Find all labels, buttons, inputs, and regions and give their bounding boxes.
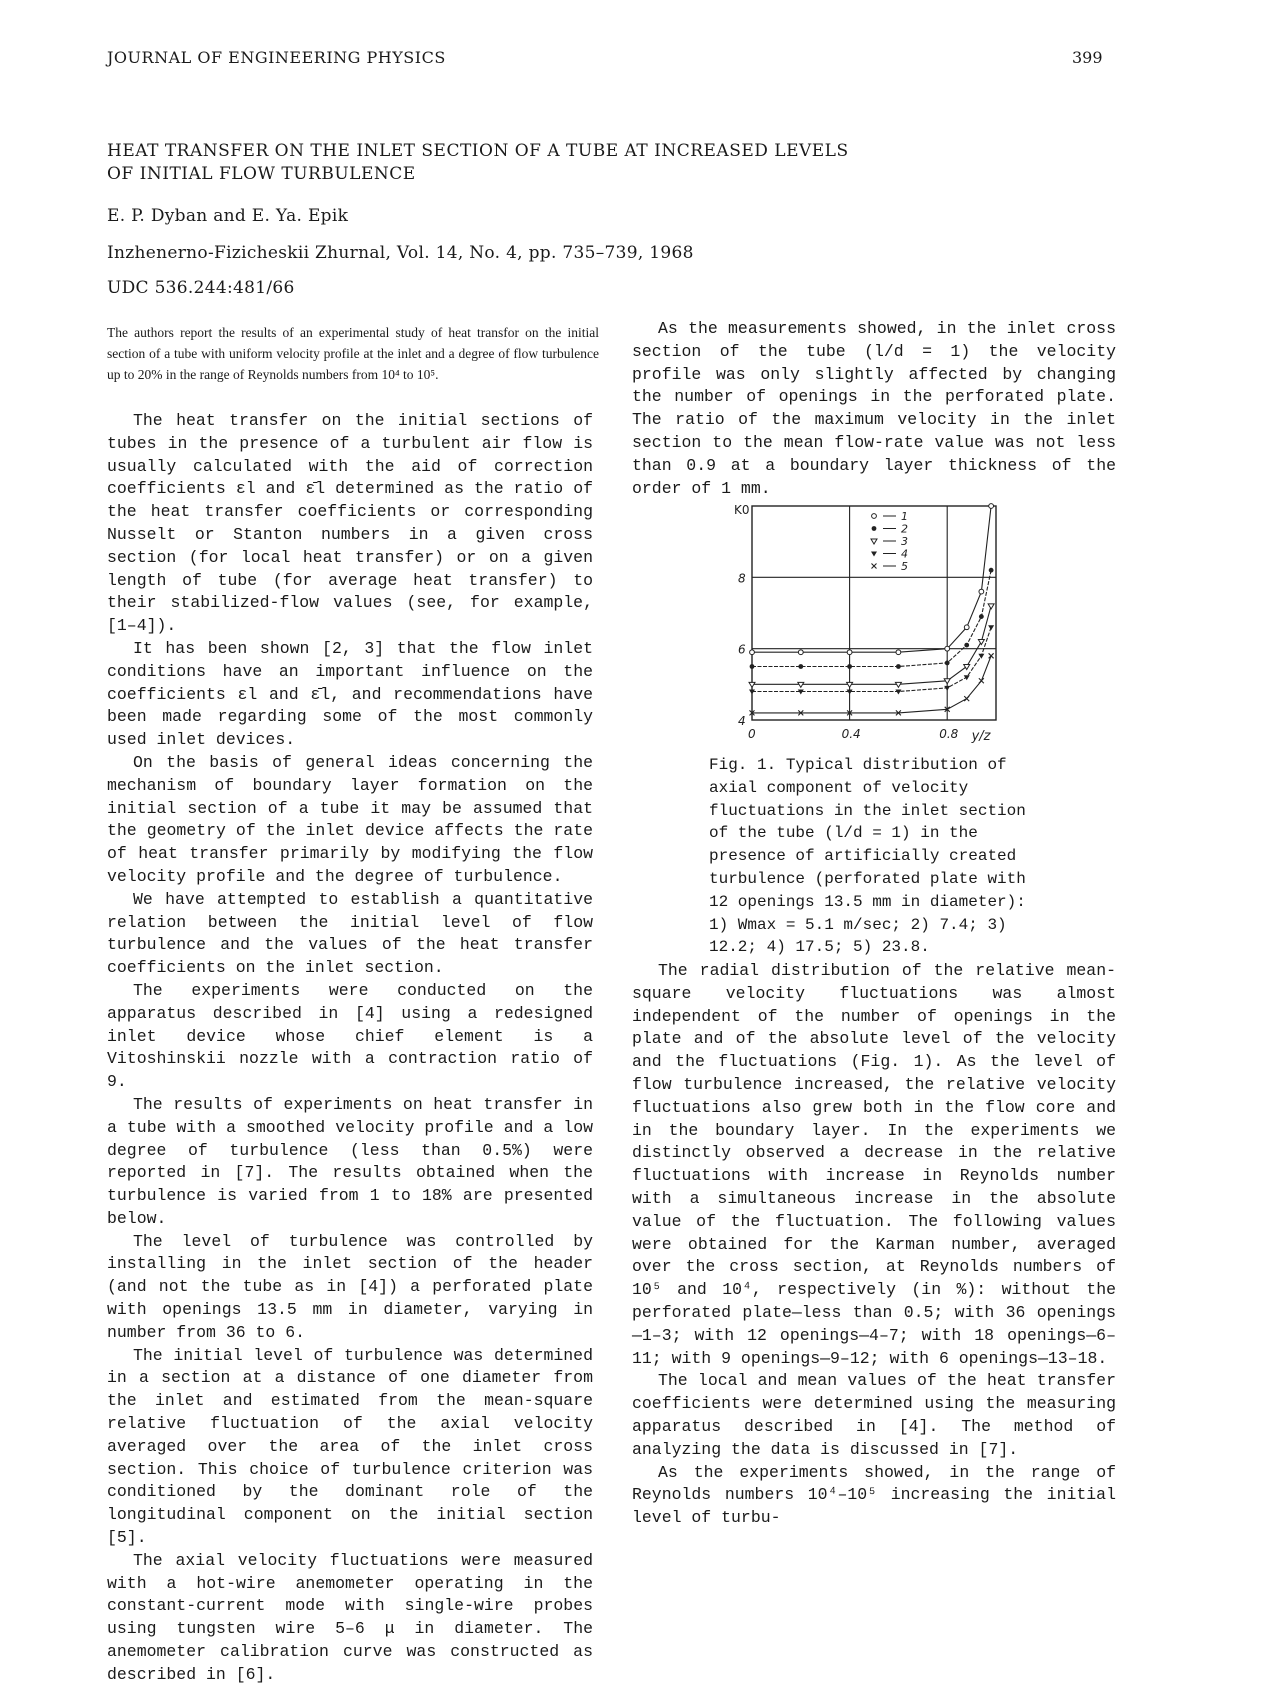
left-column-paragraph: The heat transfer on the initial sections of tubes in the presence of a turbulent air flow is usually calculated with the aid of correction coefficients εl and ε̄l determined as the ratio of the heat transfer coefficients or corresponding Nusselt or Stanton numbers in a given cross section (for local heat transfer) or on a given length of tube (for average heat transfer) to their stabilized-flow values (see, for example, [1–4]). (107, 411, 593, 636)
left-column-paragraph: The initial level of turbulence was determined in a section at a distance of one diameter from the inlet and estimated from the mean-square relative fluctuation of the axial velocity averaged over the area of the inlet cross section. This choice of turbulence criterion was conditioned by the dominant role of the longitudinal component on the initial section [5]. (107, 1345, 593, 1548)
left-column-paragraph: The axial velocity fluctuations were measured with a hot-wire anemometer operating in the constant-current mode with single-wire probes using tungsten wire 5–6 μ in diameter. The anemometer calibration curve was constructed as described in [6]. (107, 1550, 593, 1684)
series-line-1 (752, 506, 991, 652)
right-column-bottom-paragraph: As the experiments showed, in the range of Reynolds numbers 10⁴–10⁵ increasing the initial level of turbu- (632, 1462, 1116, 1528)
series-2-point (979, 614, 984, 619)
series-1-point (945, 646, 950, 651)
left-column-paragraph: On the basis of general ideas concerning the mechanism of boundary layer formation on the initial section of a tube it may be assumed that the geometry of the inlet device affects the rate of heat transfer primarily by modifying the flow velocity profile and the degree of turbulence. (107, 752, 593, 886)
right-column-top-paragraph: As the measurements showed, in the inlet cross section of the tube (l/d = 1) the velocity profile was only slightly affected by changing the number of openings in the perforated plate. The ratio of the maximum velocity in the inlet section to the mean flow-rate value was not less than 0.9 at a boundary layer thickness of the order of 1 mm. (632, 319, 1116, 498)
x-axis-label: y/z (971, 729, 991, 744)
authors: E. P. Dyban and E. Ya. Epik (107, 206, 349, 226)
series-1-point (750, 650, 755, 655)
right-column-bottom-paragraph: The local and mean values of the heat transfer coefficients were determined using the measuring apparatus described in [4]. The method of analyzing the data is discussed in [7]. (632, 1371, 1116, 1459)
series-3-point (964, 665, 970, 670)
right-column-bottom (632, 960, 1116, 1530)
left-column-paragraph: The experiments were conducted on the apparatus described in [4] using a redesigned inlet device whose chief element is a Vitoshinskii nozzle with a contraction ratio of 9. (107, 980, 593, 1092)
left-column-paragraph: The level of turbulence was controlled by installing in the inlet section of the header (and not the tube as in [4]) a perforated plate with openings 13.5 mm in diameter, varying in number from 36 to 6. (107, 1231, 593, 1342)
legend-label: 4 (901, 547, 908, 561)
legend-marker (871, 552, 877, 557)
series-2-point (847, 664, 852, 669)
series-1-point (979, 589, 984, 594)
legend-marker (871, 539, 877, 544)
y-tick-label: 6 (738, 642, 746, 657)
title-line-2: OF INITIAL FLOW TURBULENCE (107, 164, 416, 184)
y-tick-label: 8 (738, 571, 746, 586)
series-line-4 (752, 627, 991, 691)
x-tick-label: 0.4 (841, 727, 861, 741)
y-tick-label: 4 (738, 714, 746, 728)
left-column-paragraph: It has been shown [2, 3] that the flow inlet conditions have an important influence on the coefficients εl and ε̄l, and recommendations have been made regarding some of the most commonly used inlet devices. (107, 638, 593, 750)
citation: Inzhenerno-Fizicheskii Zhurnal, Vol. 14, No. 4, pp. 735–739, 1968 (107, 243, 694, 263)
journal-header: JOURNAL OF ENGINEERING PHYSICS (107, 48, 446, 67)
series-1-point (847, 650, 852, 655)
series-1-point (798, 650, 803, 655)
x-tick-label: 0.8 (939, 727, 959, 741)
figure-1-chart (724, 494, 1004, 754)
page-number: 399 (1072, 48, 1103, 67)
article-title (107, 140, 907, 186)
series-5-point (979, 678, 984, 683)
series-2-point (896, 664, 901, 669)
right-column-bottom-paragraph: The radial distribution of the relative mean-square velocity fluctuations was almost independent of the number of openings in the plate and of the absolute level of the velocity and the fluctuations (Fig. 1). As the level of flow turbulence increased, the relative velocity fluctuations also grew both in the flow core and in the boundary layer. In the experiments we distinctly observed a decrease in the relative fluctuations with increase in Reynolds number with a simultaneous increase in the absolute value of the fluctuation. The following values were obtained for the Karman number, averaged over the cross section, at Reynolds numbers of 10⁵ and 10⁴, respectively (in %): without the perforated plate—less than 0.5; with 36 openings—1–3; with 12 openings—4–7; with 18 openings—6–11; with 9 openings—9–12; with 6 openings—13–18. (632, 961, 1116, 1368)
y-axis-label: K0 (734, 503, 750, 517)
left-column-paragraph: The results of experiments on heat transfer in a tube with a smoothed velocity profile and a low degree of turbulence (less than 0.5%) were reported in [7]. The results obtained when the turbulence is varied from 1 to 18% are presented below. (107, 1094, 593, 1228)
legend-label: 3 (901, 535, 908, 548)
series-3-point (978, 640, 984, 645)
series-5-point (964, 696, 969, 701)
series-line-3 (752, 606, 991, 684)
series-4-point (988, 625, 994, 630)
series-1-point (989, 504, 994, 509)
series-2-point (945, 661, 950, 666)
series-1-point (964, 625, 969, 630)
series-1-point (896, 650, 901, 655)
left-column (107, 410, 593, 1687)
plot-frame (752, 506, 996, 720)
legend-label: 2 (901, 522, 908, 536)
series-4-point (964, 675, 970, 680)
series-5-point (989, 653, 994, 658)
legend-label: 5 (901, 560, 908, 573)
legend-marker (872, 526, 877, 531)
figure-caption: Fig. 1. Typical distribution of axial component of velocity fluctuations in the inlet section of the tube (l/d = 1) in the presence of artificially created turbulence (perforated plate with 12 openings 13.5 mm in diameter): 1) Wmax = 5.1 m/sec; 2) 7.4; 3) 12.2; 4) 17.5; 5) 23.8. (709, 756, 1026, 957)
abstract: The authors report the results of an experimental study of heat transfor on the initial section of a tube with uniform velocity profile at the inlet and a degree of flow turbulence up to 20% in the range of Reynolds numbers from 10⁴ to 10⁵. (107, 325, 599, 382)
series-3-point (988, 604, 994, 609)
legend-marker (872, 514, 877, 519)
left-column-paragraph: We have attempted to establish a quantitative relation between the initial level of flow turbulence and the values of the heat transfer coefficients on the inlet section. (107, 889, 593, 978)
series-2-point (798, 664, 803, 669)
legend-marker (872, 564, 877, 569)
series-2-point (964, 643, 969, 648)
series-2-point (989, 568, 994, 573)
x-tick-label: 0 (748, 727, 756, 741)
udc: UDC 536.244:481/66 (107, 278, 295, 298)
legend-label: 1 (901, 510, 908, 523)
right-column-top (632, 318, 1116, 500)
series-2-point (750, 664, 755, 669)
title-line-1: HEAT TRANSFER ON THE INLET SECTION OF A TUBE AT INCREASED LEVELS (107, 141, 849, 161)
